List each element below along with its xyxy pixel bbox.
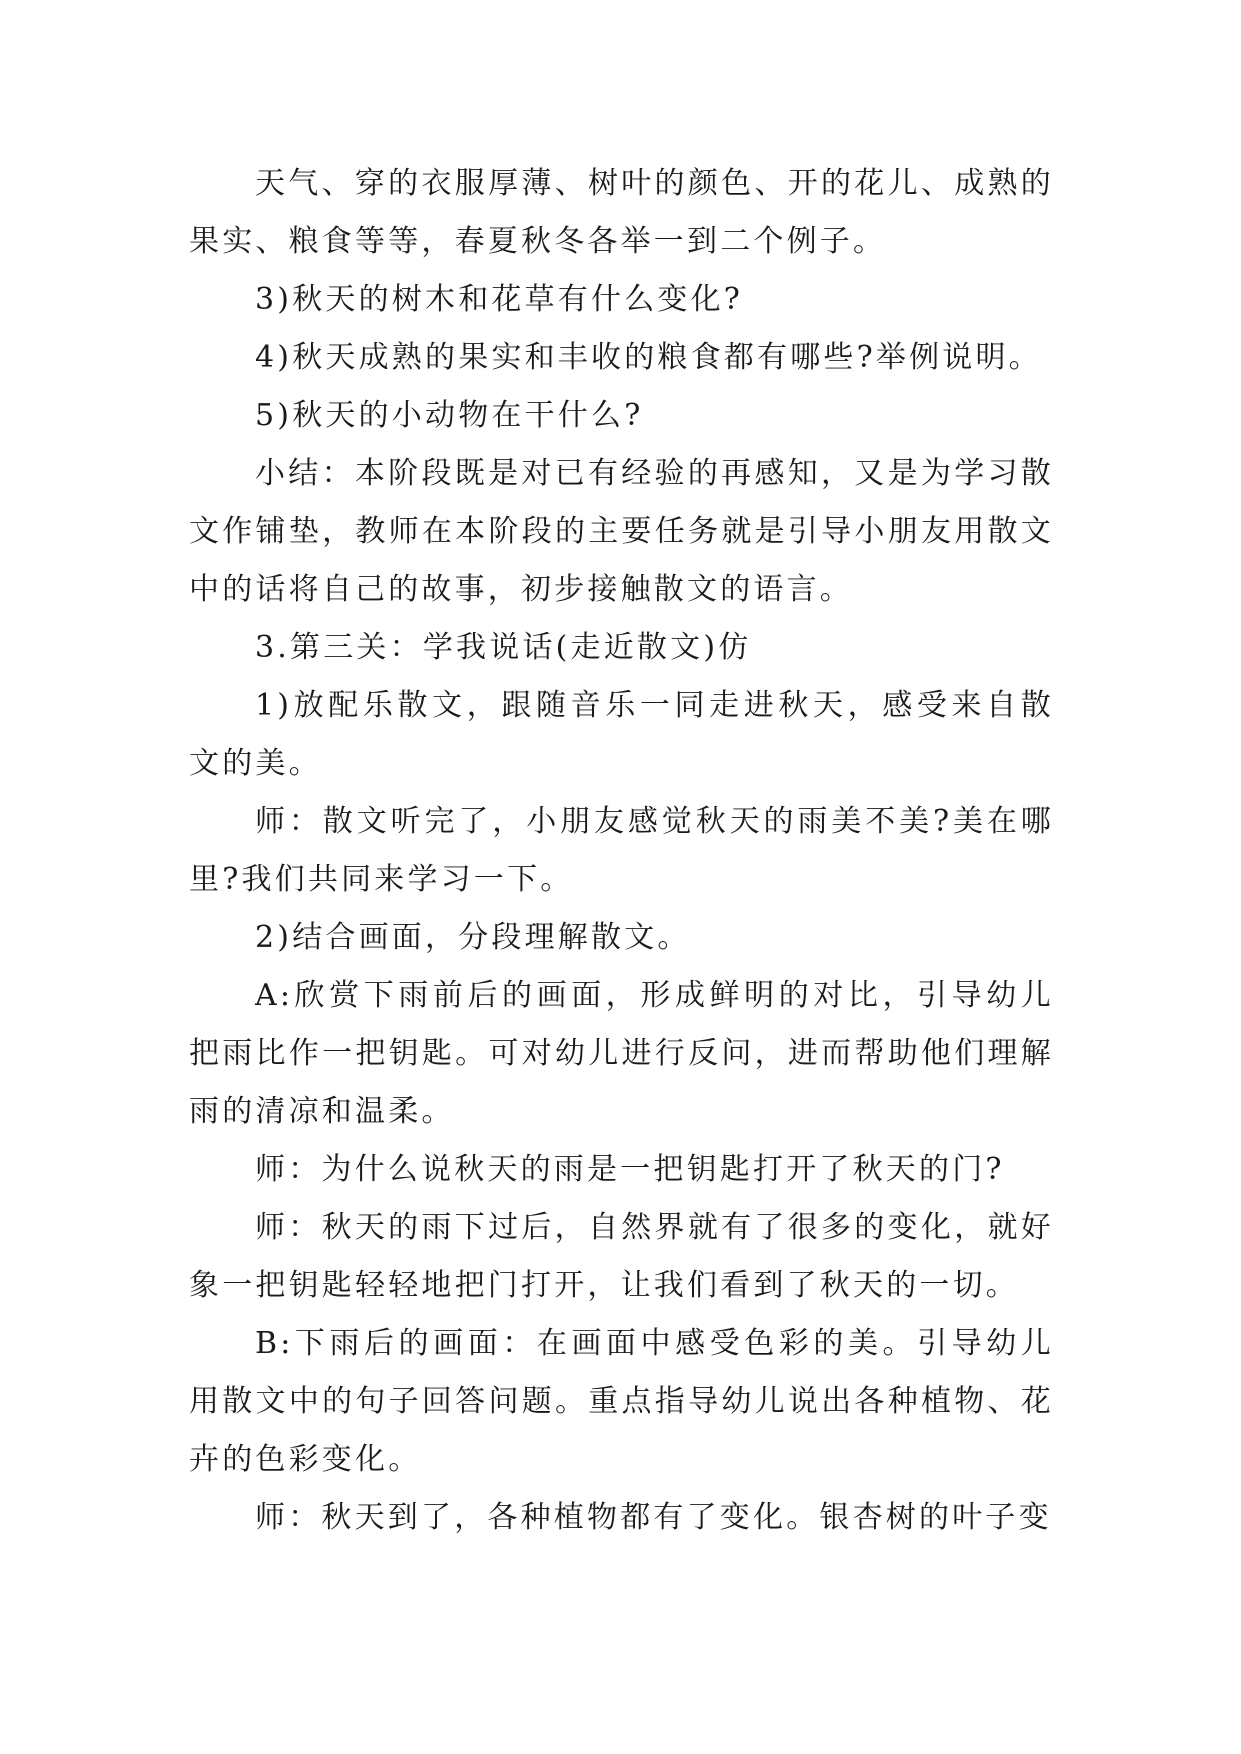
teacher-line-2: 师：为什么说秋天的雨是一把钥匙打开了秋天的门? — [255, 1152, 1005, 1187]
teacher-line-1: 师：散文听完了，小朋友感觉秋天的雨美不美?美在哪里?我们共同来学习一下。 — [189, 804, 1054, 897]
section-heading-level-3: 3.第三关：学我说话(走近散文)仿 — [255, 630, 752, 665]
paragraph-summary: 小结：本阶段既是对已有经验的再感知，又是为学习散文作铺垫，教师在本阶段的主要任务就是引导小朋友用散文中的话将自己的故事，初步接触散文的语言。 — [189, 456, 1054, 607]
question-4-fruits-grains: 4)秋天成熟的果实和丰收的粮食都有哪些?举例说明。 — [255, 340, 1042, 375]
paragraph-seasons-examples: 天气、穿的衣服厚薄、树叶的颜色、开的花儿、成熟的果实、粮食等等，春夏秋冬各举一到二个例子。 — [189, 166, 1054, 259]
document-body — [189, 155, 1054, 1547]
teacher-line-4: 师：秋天到了，各种植物都有了变化。银杏树的叶子变 — [255, 1500, 1052, 1535]
question-3-trees-flowers: 3)秋天的树木和花草有什么变化? — [255, 282, 744, 317]
step-2-understand-prose: 2)结合画面，分段理解散文。 — [255, 920, 691, 955]
item-a-before-after-rain: A:欣赏下雨前后的画面，形成鲜明的对比，引导幼儿把雨比作一把钥匙。可对幼儿进行反问，进而帮助他们理解雨的清凉和温柔。 — [189, 978, 1054, 1129]
teacher-line-3: 师：秋天的雨下过后，自然界就有了很多的变化，就好象一把钥匙轻轻地把门打开，让我们看到了秋天的一切。 — [189, 1210, 1054, 1303]
item-b-after-rain-colors: B:下雨后的画面：在画面中感受色彩的美。引导幼儿用散文中的句子回答问题。重点指导幼儿说出各种植物、花卉的色彩变化。 — [189, 1326, 1054, 1477]
question-5-animals: 5)秋天的小动物在干什么? — [255, 398, 644, 433]
step-1-listen-prose: 1)放配乐散文，跟随音乐一同走进秋天，感受来自散文的美。 — [189, 688, 1054, 781]
